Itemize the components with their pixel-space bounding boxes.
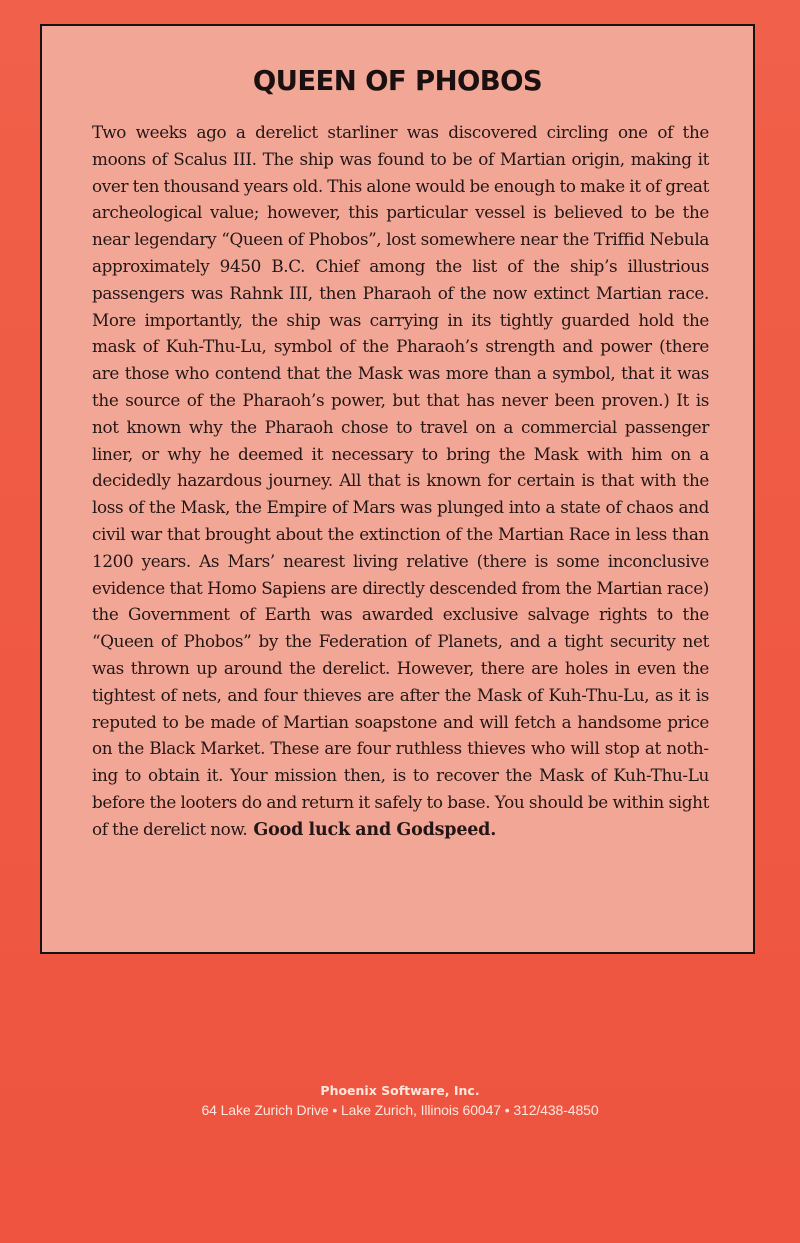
story-title: QUEEN OF PHOBOS xyxy=(252,65,543,97)
story-body xyxy=(92,119,709,844)
company-name: Phoenix Software, Inc. xyxy=(320,1083,480,1098)
story-body-text: Two weeks ago a derelict starliner was discovered circling one of the moons of Scalus III. The ship was found to be of Martian origin, making it over ten thousand years old. This alone would be enough to make it of great archeological value; however, this particular vessel is believed to be the near legendary “Queen of Phobos”, lost somewhere near the Triffid Nebula approximately 9450 B.C. Chief among the list of the ship’s illustrious passengers was Rahnk III, then Pharaoh of the now extinct Martian race. More importantly, the ship was carrying in its tightly guarded hold the mask of Kuh-Thu-Lu, symbol of the Pharaoh’s strength and power (there are those who contend that the Mask was more than a symbol, that it was the source of the Pharaoh’s power, but that has never been proven.) It is not known why the Pharaoh chose to travel on a commercial passenger liner, or why he deemed it necessary to bring the Mask with him on a decidedly hazardous journey. All that is known for certain is that with the loss of the Mask, the Empire of Mars was plunged into a state of chaos and civil war that brought about the extinction of the Martian Race in less than 1200 years. As Mars’ nearest living relative (there is some inconclusive evidence that Homo Sapiens are directly descended from the Martian race) the Government of Earth was awarded exclusive salvage rights to the “Queen of Phobos” by the Federation of Planets, and a tight security net was thrown up around the derelict. However, there are holes in even the tightest of nets, and four thieves are after the Mask of Kuh-Thu-Lu, as it is reputed to be made of Martian soapstone and will fetch a handsome price on the Black Market. These are four ruthless thieves who will stop at nothing to obtain it. Your mission then, is to recover the Mask of Kuh-Thu-Lu before the looters do and return it safely to base. You should be within sight of the derelict now. xyxy=(92,122,709,839)
story-panel xyxy=(40,24,755,954)
company-address: 64 Lake Zurich Drive • Lake Zurich, Illinois 60047 • 312/438-4850 xyxy=(201,1102,599,1118)
story-closing: Good luck and Godspeed. xyxy=(253,819,497,840)
publisher-footer xyxy=(0,1082,800,1121)
